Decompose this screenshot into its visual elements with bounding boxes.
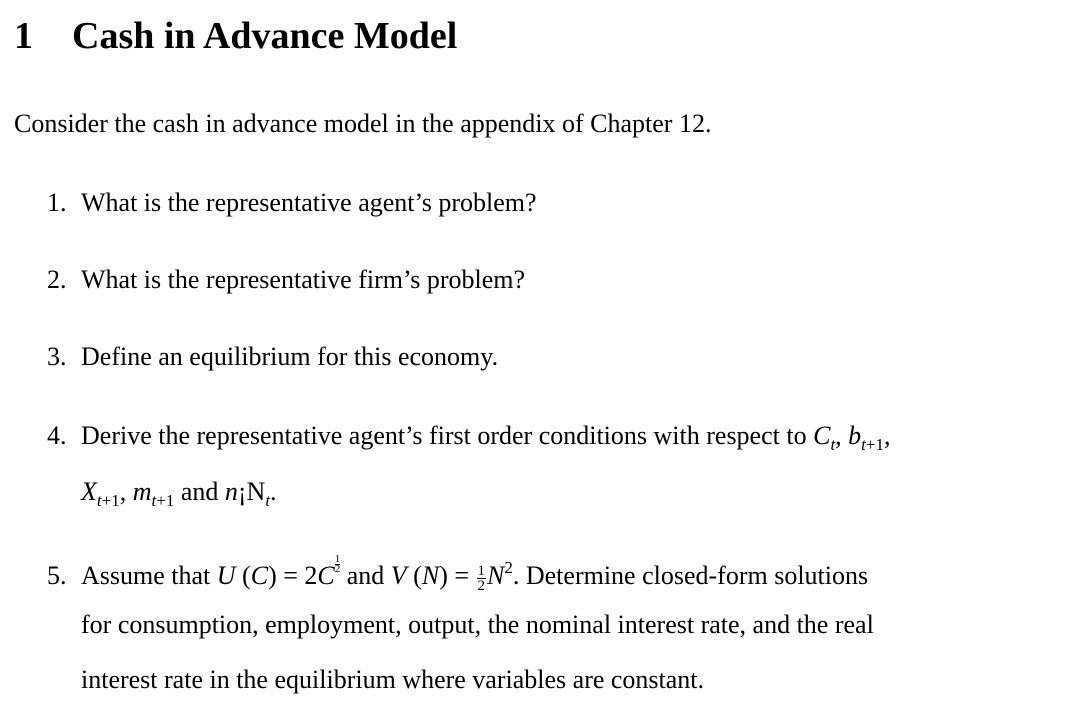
math-formula: $n¡N_t$. [224,477,277,510]
list-item [47,188,537,218]
math-formula: V (N) = $\frac{1}{2}$ $N^2$ [390,558,513,594]
item-text: and [180,477,219,506]
math-formula: $C_t$, $b_{t+1}$, [813,421,891,454]
list-item [47,265,525,295]
item-text: What is the representative firm’s problem? [81,265,526,294]
item-number: 3. [47,342,67,371]
item-text: Assume that [81,561,211,590]
list-item [47,421,891,454]
item-number: 5. [47,561,67,590]
intro-paragraph: Consider the cash in advance model in the appendix of Chapter 12. [14,109,712,138]
item-number: 2. [47,265,67,294]
math-formula: $X_{t+1}$, $m_{t+1}$ [81,477,175,510]
item-number: 4. [47,421,67,450]
item-text: Derive the representative agent’s first order conditions with respect to [81,421,807,450]
math-formula: U (C) = 2C $\frac{1}{2}$ [216,553,341,590]
item-number: 1. [47,188,67,217]
item-text: What is the representative agent’s problem? [81,188,537,217]
item-text: and [346,561,385,590]
list-item-continuation: interest rate in the equilibrium where variables are constant. [81,665,705,694]
section-heading [14,14,457,58]
item-text: Define an equilibrium for this economy. [81,342,499,371]
list-item-continuation: for consumption, employment, output, the nominal interest rate, and the real [81,610,874,639]
section-title: Cash in Advance Model [72,15,458,57]
list-item [47,342,498,372]
list-item-continuation [81,477,277,510]
item-text: . Determine closed-form solutions [512,561,869,590]
section-number: 1 [14,15,33,57]
list-item [47,555,868,593]
